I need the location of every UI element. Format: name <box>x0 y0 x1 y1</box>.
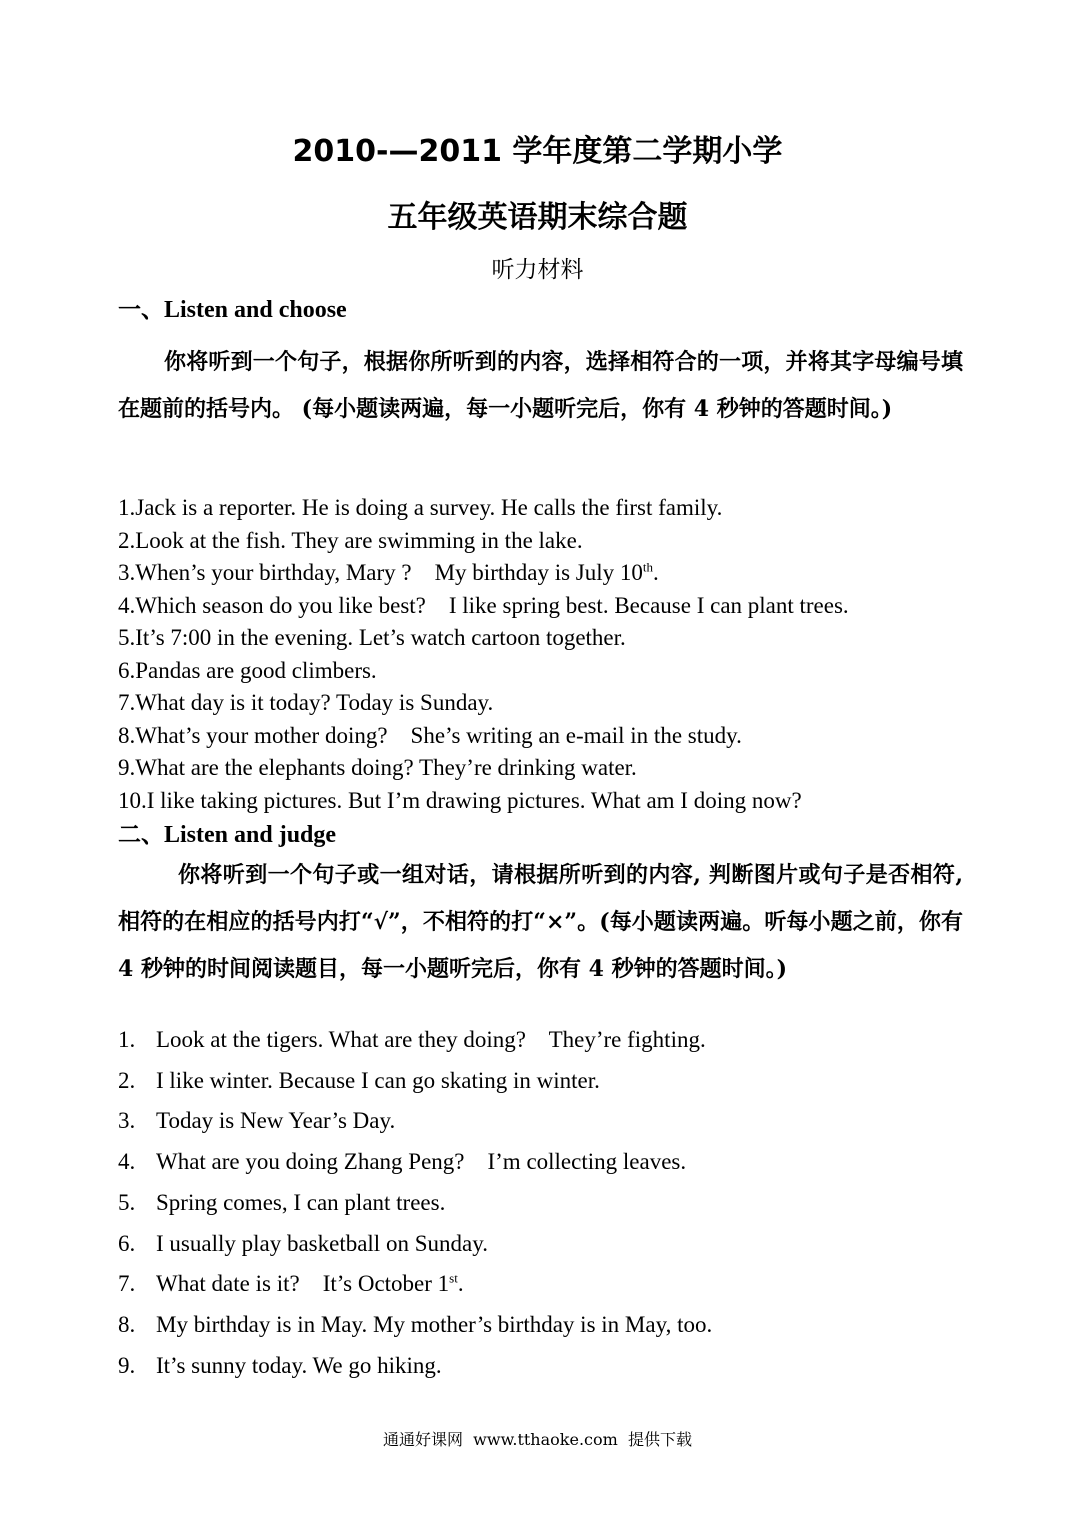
section1-list <box>118 492 849 817</box>
list-item: 4. What are you doing Zhang Peng? I’m collecting leaves. <box>118 1149 687 1175</box>
list-item: 6.Pandas are good climbers. <box>118 657 377 683</box>
section1-instructions: 你将听到一个句子，根据你所听到的内容，选择相符合的一项，并将其字母编号填在题前的括号内。 (每小题读两遍，每一小题听完后，你有 4 秒钟的答题时间。) <box>118 349 963 422</box>
list-item: 2. I like winter. Because I can go skating in winter. <box>118 1067 600 1093</box>
list-item: 6. I usually play basketball on Sunday. <box>118 1230 488 1256</box>
section2-title: Listen and judge <box>164 822 337 848</box>
section2-list <box>118 1020 712 1386</box>
section2-heading <box>118 818 336 852</box>
section1-prefix: 一、 <box>118 296 164 323</box>
page-footer: 通通好课网 www.tthaoke.com 提供下载 <box>383 1430 692 1449</box>
list-item: 10.I like taking pictures. But I’m drawing pictures. What am I doing now? <box>118 787 802 813</box>
list-item: 4.Which season do you like best? I like spring best. Because I can plant trees. <box>118 592 849 618</box>
list-item: 5. Spring comes, I can plant trees. <box>118 1189 446 1215</box>
list-item: 1. Look at the tigers. What are they doing? They’re fighting. <box>118 1027 706 1052</box>
page-title-line2: 五年级英语期末综合题 <box>387 200 688 235</box>
list-item: 3. Today is New Year’s Day. <box>118 1108 396 1134</box>
section2-prefix: 二、 <box>118 821 164 848</box>
list-item: 9. It’s sunny today. We go hiking. <box>118 1352 442 1378</box>
list-item: 1.Jack is a reporter. He is doing a survey. He calls the first family. <box>118 495 723 520</box>
list-item: 8.What’s your mother doing? She’s writing an e-mail in the study. <box>118 722 742 748</box>
list-item: 8. My birthday is in May. My mother’s birthday is in May, too. <box>118 1311 713 1337</box>
list-item: 7.What day is it today? Today is Sunday. <box>118 690 494 715</box>
list-item: 2.Look at the fish. They are swimming in the lake. <box>118 527 583 553</box>
section1-heading <box>118 293 347 327</box>
list-item: 9.What are the elephants doing? They’re drinking water. <box>118 755 637 780</box>
page-title-line1: 2010-—2011 学年度第二学期小学 <box>292 134 783 169</box>
section1-title: Listen and choose <box>164 297 347 323</box>
section2-instructions: 你将听到一个句子或一组对话，请根据所听到的内容, 判断图片或句子是否相符, 相符的在相应的括号内打“√”，不相符的打“×”。(每小题读两遍。听每小题之前，你有 4 秒钟的时间阅读题目，每一小题听完后，你有 4 秒钟的答题时间。) <box>118 862 963 982</box>
list-item: 7. What date is it? It’s October 1st. <box>118 1270 464 1297</box>
page-subtitle: 听力材料 <box>491 257 584 283</box>
list-item: 5.It’s 7:00 in the evening. Let’s watch cartoon together. <box>118 625 626 650</box>
list-item: 3.When’s your birthday, Mary ? My birthday is July 10th. <box>118 559 659 585</box>
